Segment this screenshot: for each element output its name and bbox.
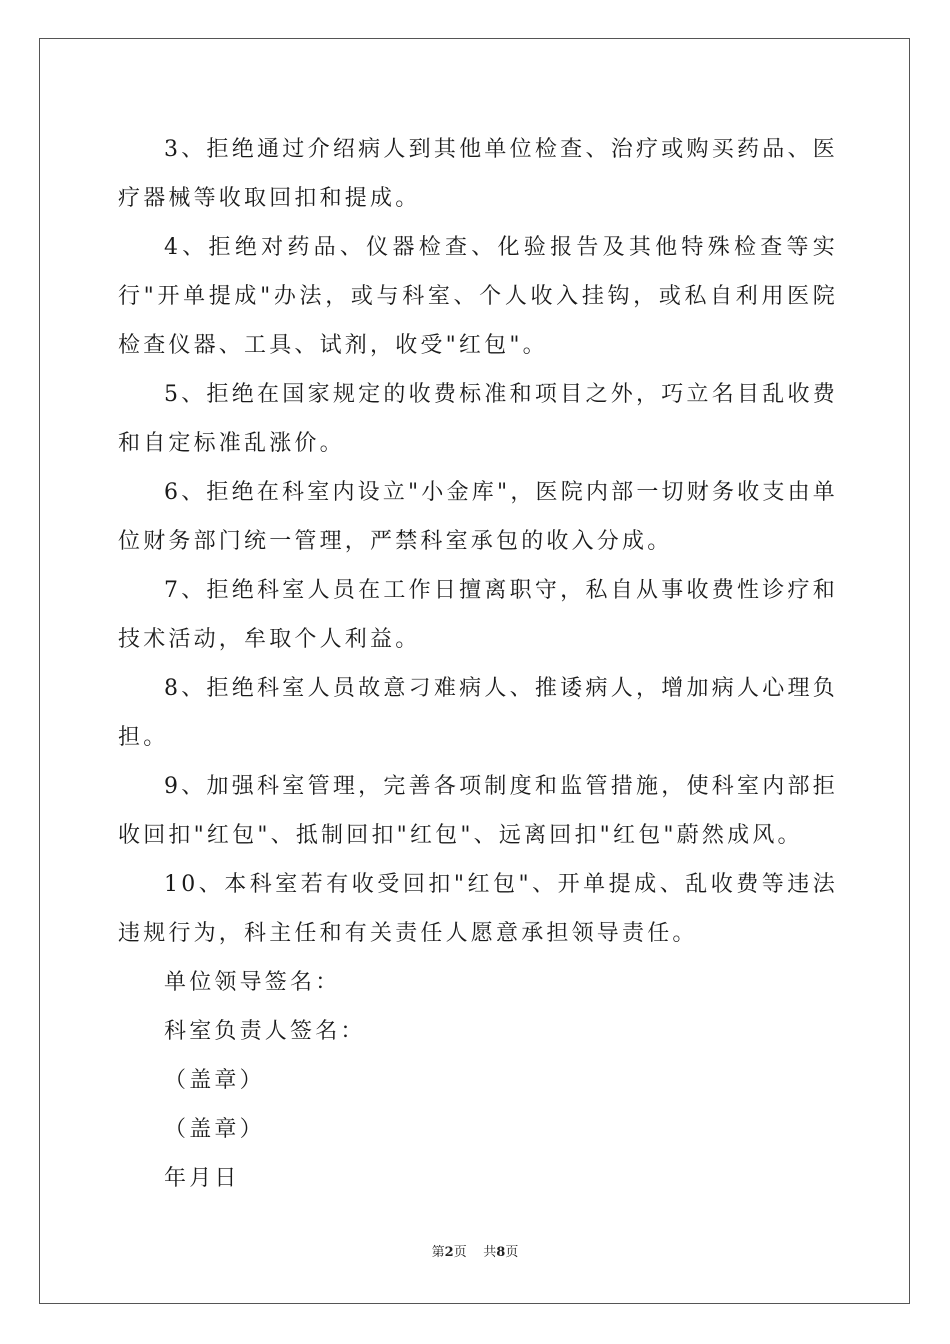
page-number-suffix: 页 [453, 1245, 467, 1260]
dept-head-signature-line: 科室负责人签名： [164, 1019, 366, 1044]
total-pages-prefix: 共 [483, 1245, 497, 1260]
document-body [118, 125, 838, 1203]
paragraph-item-3: 3、拒绝通过介绍病人到其他单位检查、治疗或购买药品、医疗器械等收取回扣和提成。 [118, 137, 838, 211]
date-line: 年月日 [164, 1166, 240, 1191]
paragraph-item-4: 4、拒绝对药品、仪器检查、化验报告及其他特殊检查等实行"开单提成"办法，或与科室、个人收入挂钩，或私自利用医院检查仪器、工具、试剂，收受"红包"。 [118, 235, 838, 358]
total-page-count: 8 [496, 1245, 506, 1260]
paragraph-item-8: 8、拒绝科室人员故意刁难病人、推诿病人，增加病人心理负担。 [118, 676, 838, 750]
paragraph-item-10: 10、本科室若有收受回扣"红包"、开单提成、乱收费等违法违规行为，科主任和有关责任人愿意承担领导责任。 [118, 872, 838, 946]
page-number-prefix: 第 [431, 1245, 445, 1260]
paragraph-item-9: 9、加强科室管理，完善各项制度和监管措施，使科室内部拒收回扣"红包"、抵制回扣"红包"、远离回扣"红包"蔚然成风。 [118, 774, 838, 848]
current-page-number: 2 [444, 1245, 454, 1260]
paragraph-item-7: 7、拒绝科室人员在工作日擅离职守，私自从事收费性诊疗和技术活动，牟取个人利益。 [118, 578, 838, 652]
total-pages-suffix: 页 [505, 1245, 519, 1260]
page-footer [0, 1245, 950, 1261]
seal-line-2: （盖章） [164, 1117, 265, 1142]
unit-leader-signature-line: 单位领导签名： [164, 970, 341, 995]
seal-line-1: （盖章） [164, 1068, 265, 1093]
paragraph-item-5: 5、拒绝在国家规定的收费标准和项目之外，巧立名目乱收费和自定标准乱涨价。 [118, 382, 838, 456]
paragraph-item-6: 6、拒绝在科室内设立"小金库"，医院内部一切财务收支由单位财务部门统一管理，严禁科室承包的收入分成。 [118, 480, 838, 554]
